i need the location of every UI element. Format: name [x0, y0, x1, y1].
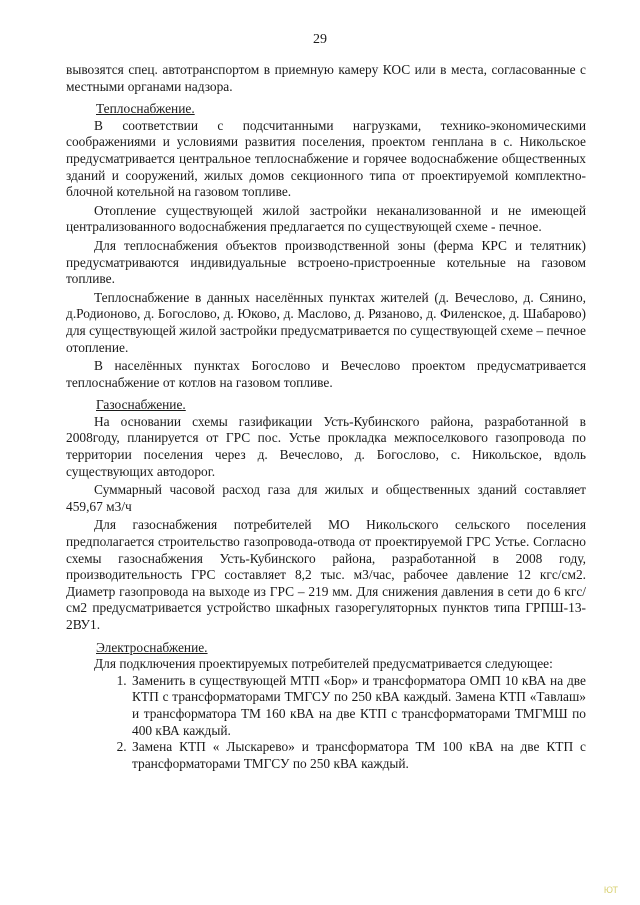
document-body — [66, 62, 586, 772]
page-number: 29 — [313, 32, 327, 47]
footer-mark: ЮТ — [603, 885, 618, 896]
heat-paragraph: В населённых пунктах Богослово и Вечеслово проектом предусматривается теплоснабжение от котлов на газовом топливе. — [66, 358, 586, 390]
gas-paragraph: Суммарный часовой расход газа для жилых и общественных зданий составляет 459,67 м3/ч — [66, 482, 586, 514]
list-item: 1. Заменить в существующей МТП «Бор» и трансформатора ОМП 10 кВА на две КТП с трансформаторами ТМГСУ по 250 кВА каждый. Замена КТП «Тавлаш» и трансформатора ТМ 160 кВА на две КТП с трансформаторами ТМГМШ по 400 кВА каждый. — [130, 673, 586, 739]
heat-paragraph: Для теплоснабжения объектов производственной зоны (ферма КРС и телятник) предусматриваются индивидуальные встроено-пристроенные котельные на газовом топливе. — [66, 237, 586, 287]
power-intro-paragraph: Для подключения проектируемых потребителей предусматривается следующее: — [94, 656, 553, 672]
heat-paragraph: В соответствии с подсчитанными нагрузками, технико-экономическими соображениями и условиями развития поселения, проектом генплана в с. Никольское предусматривается центральное теплоснабжение и горячее водоснабжение общественных зданий и сооружений, жилых домов секционного типа от проектируемой комплектно-блочной котельной на газовом топливе. — [66, 117, 586, 200]
list-item: 2. Замена КТП « Лыскарево» и трансформатора ТМ 100 кВА на две КТП с трансформаторами ТМГСУ по 250 кВА каждый. — [130, 739, 586, 772]
gas-supply-heading: Газоснабжение. — [96, 397, 186, 413]
power-supply-heading: Электроснабжение. — [96, 639, 208, 655]
heat-supply-heading: Теплоснабжение. — [96, 101, 195, 117]
gas-paragraph: Для газоснабжения потребителей МО Никольского сельского поселения предполагается строительство газопровода-отвода от проектируемой ГРС Устье. Согласно схемы газоснабжения Усть-Кубинского района, разработанной в 2008 году, производительность ГРС составляет 8,2 тыс. м3/час, рабочее давление 12 кгс/см2. Диаметр газопровода на выходе из ГРС – 219 мм. Для снижения давления в сети до 6 кгс/см2 предусматривается устройство шкафных газорегуляторных пунктов типа ГРПШ-13-2ВУ1. — [66, 517, 586, 632]
gas-paragraph: На основании схемы газификации Усть-Кубинского района, разработанной в 2008году, планируется от ГРС пос. Устье прокладка межпоселкового газопровода по территории поселения через д. Вечеслово, д. Богослово, с. Никольское, вдоль существующих автодорог. — [66, 413, 586, 479]
intro-paragraph: вывозятся спец. автотранспортом в приемную камеру КОС или в места, согласованные с местными органами надзора. — [66, 62, 586, 94]
heat-paragraph: Отопление существующей жилой застройки неканализованной и не имеющей централизованного водоснабжения предлагается по существующей схеме - печное. — [66, 202, 586, 235]
heat-paragraph: Теплоснабжение в данных населённых пунктах жителей (д. Вечеслово, д. Сянино, д.Родионово, д. Богослово, д. Юково, д. Маслово, д. Рязаново, д. Филенское, д. Шабарово) для существующей жилой застройки предусматривается по существующей схеме – печное отопление. — [66, 289, 586, 355]
power-measures-list — [66, 673, 586, 773]
